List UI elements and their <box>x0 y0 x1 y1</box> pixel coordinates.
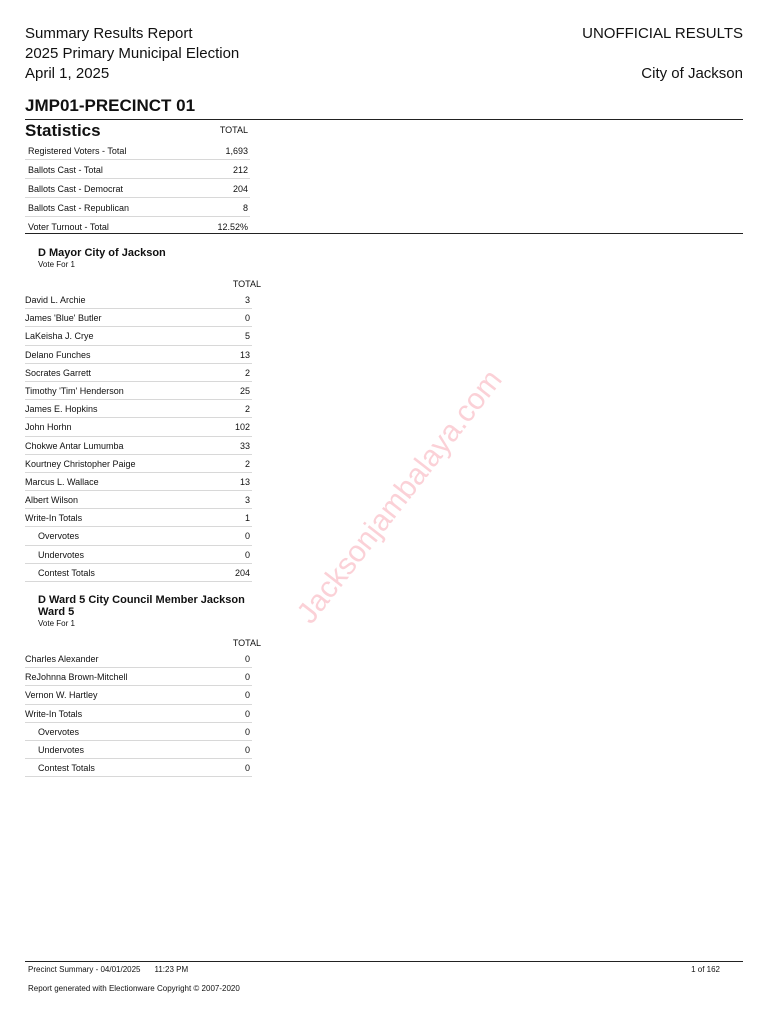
precinct-title: JMP01-PRECINCT 01 <box>25 96 196 115</box>
undervotes-label: Undervotes <box>38 549 85 560</box>
report-header-right <box>582 24 743 84</box>
row-label: Ballots Cast - Republican <box>28 203 130 213</box>
vote-count: 1 <box>244 513 250 524</box>
vote-count: 0 <box>244 672 250 683</box>
statistics-title: Statistics <box>25 121 101 140</box>
table-row <box>25 741 252 759</box>
candidate-name: Socrates Garrett <box>25 367 92 378</box>
vote-count: 0 <box>244 654 250 664</box>
candidate-name: Marcus L. Wallace <box>25 476 99 487</box>
candidate-name: LaKeisha J. Crye <box>25 331 94 342</box>
table-row <box>25 705 252 723</box>
statistics-table <box>25 121 250 235</box>
row-value: 12.52% <box>217 222 248 232</box>
vote-count: 0 <box>244 726 250 737</box>
contest-title: D Mayor City of Jackson <box>38 247 166 259</box>
write-in-label: Write-In Totals <box>25 708 83 719</box>
row-label: Ballots Cast - Democrat <box>28 184 124 194</box>
vote-for: Vote For 1 <box>38 619 75 628</box>
table-row <box>25 668 252 686</box>
table-row <box>25 723 252 741</box>
vote-count: 33 <box>239 440 250 451</box>
candidate-name: James 'Blue' Butler <box>25 313 102 324</box>
table-row <box>25 160 250 179</box>
table-row <box>25 179 250 198</box>
candidate-name: David L. Archie <box>25 295 86 305</box>
table-row <box>25 418 252 436</box>
row-label: Ballots Cast - Total <box>28 165 103 175</box>
footer-copyright: Report generated with Electionware Copyright © 2007-2020 <box>28 984 240 993</box>
report-title: Summary Results Report <box>25 25 193 42</box>
results-status: UNOFFICIAL RESULTS <box>582 25 743 42</box>
candidate-name: James E. Hopkins <box>25 404 98 415</box>
candidate-name: Timothy 'Tim' Henderson <box>25 385 124 396</box>
contest-column-header: TOTAL <box>232 638 261 648</box>
jurisdiction: City of Jackson <box>641 65 743 82</box>
footer-report-name: Precinct Summary - 04/01/2025 <box>28 965 141 974</box>
candidate-name: Charles Alexander <box>25 654 99 664</box>
overvotes-label: Overvotes <box>38 531 80 542</box>
candidate-name: Albert Wilson <box>25 495 79 506</box>
write-in-label: Write-In Totals <box>25 513 83 524</box>
divider <box>25 119 743 120</box>
vote-count: 2 <box>244 458 250 469</box>
vote-count: 25 <box>239 385 250 396</box>
vote-count: 0 <box>244 549 250 560</box>
footer-divider <box>25 961 743 962</box>
table-row <box>25 437 252 455</box>
table-row <box>25 491 252 509</box>
table-row <box>25 198 250 217</box>
contest-totals-label: Contest Totals <box>38 567 95 578</box>
table-row <box>25 546 252 564</box>
vote-count: 0 <box>244 531 250 542</box>
table-row <box>25 141 250 160</box>
row-value: 8 <box>242 203 248 213</box>
table-row <box>25 527 252 545</box>
contest-totals-label: Contest Totals <box>38 763 95 774</box>
election-name: 2025 Primary Municipal Election <box>25 45 240 62</box>
divider <box>25 233 743 234</box>
vote-count: 3 <box>244 295 250 305</box>
table-row <box>25 509 252 527</box>
table-row <box>25 400 252 418</box>
row-value: 212 <box>232 165 248 175</box>
candidate-name: Chokwe Antar Lumumba <box>25 440 124 451</box>
vote-count: 2 <box>244 367 250 378</box>
table-row <box>25 473 252 491</box>
table-row <box>25 564 252 582</box>
table-row <box>25 759 252 777</box>
table-row <box>25 455 252 473</box>
page-number: 1 of 162 <box>691 965 720 974</box>
contest-mayor <box>25 247 261 582</box>
row-label: Voter Turnout - Total <box>28 222 109 232</box>
vote-count: 3 <box>244 495 250 506</box>
vote-count: 0 <box>244 690 250 701</box>
statistics-column-header: TOTAL <box>219 125 248 135</box>
table-row <box>25 346 252 364</box>
table-row <box>25 364 252 382</box>
election-date: April 1, 2025 <box>25 65 110 82</box>
watermark: Jacksonjambalaya.com <box>290 363 509 630</box>
row-value: 204 <box>232 184 248 194</box>
row-label: Registered Voters - Total <box>28 146 127 156</box>
contest-title: D Ward 5 City Council Member Jackson Ward 5 <box>38 594 245 618</box>
vote-count: 5 <box>244 331 250 342</box>
table-row <box>25 650 252 668</box>
vote-count: 2 <box>244 404 250 415</box>
report-header <box>25 24 239 84</box>
vote-count: 204 <box>234 567 250 578</box>
contest-ward5-council <box>25 594 261 777</box>
contest-column-header: TOTAL <box>232 279 261 289</box>
table-row <box>25 686 252 704</box>
vote-count: 0 <box>244 763 250 774</box>
row-value: 1,693 <box>225 146 248 156</box>
vote-count: 0 <box>244 313 250 324</box>
footer-time: 11:23 PM <box>154 965 189 974</box>
candidate-name: Delano Funches <box>25 349 91 360</box>
candidate-name: ReJohnna Brown-Mitchell <box>25 672 128 683</box>
table-row <box>25 327 252 345</box>
overvotes-label: Overvotes <box>38 726 80 737</box>
vote-count: 13 <box>239 476 250 487</box>
vote-count: 13 <box>239 349 250 360</box>
candidate-name: Vernon W. Hartley <box>25 690 98 701</box>
candidate-name: John Horhn <box>25 422 72 433</box>
vote-count: 0 <box>244 744 250 755</box>
candidate-name: Kourtney Christopher Paige <box>25 458 136 469</box>
vote-for: Vote For 1 <box>38 260 75 269</box>
vote-count: 102 <box>234 422 250 433</box>
vote-count: 0 <box>244 708 250 719</box>
table-row <box>25 291 252 309</box>
table-row <box>25 309 252 327</box>
undervotes-label: Undervotes <box>38 744 85 755</box>
footer-report-info <box>28 965 202 974</box>
table-row <box>25 382 252 400</box>
